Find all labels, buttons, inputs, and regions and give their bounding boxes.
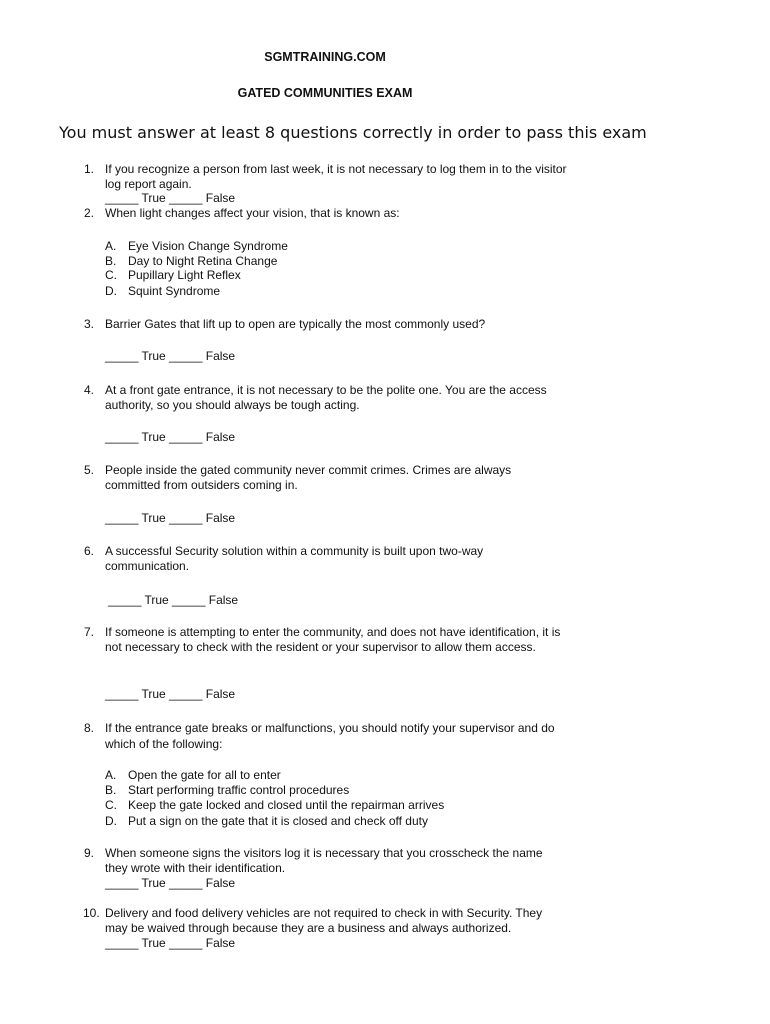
question-number: 5.: [83, 463, 94, 477]
option-letter: C.: [105, 798, 117, 812]
question-number: 3.: [83, 317, 94, 331]
question-text: which of the following:: [105, 737, 223, 751]
true-false-answer[interactable]: _____ True _____ False: [105, 687, 236, 701]
true-false-answer[interactable]: _____ True _____ False: [105, 349, 236, 363]
option-text: Put a sign on the gate that it is closed and check off duty: [128, 814, 428, 828]
true-false-answer[interactable]: _____ True _____ False: [105, 430, 236, 444]
question-text: they wrote with their identification.: [105, 861, 286, 875]
site-name: SGMTRAINING.COM: [264, 50, 386, 64]
true-false-answer[interactable]: _____ True _____ False: [105, 191, 236, 205]
question-number: 8.: [83, 721, 94, 735]
question-number: 10.: [83, 906, 100, 920]
option-letter: D.: [105, 284, 117, 298]
question-text: communication.: [105, 559, 190, 573]
question-text: At a front gate entrance, it is not necessary to be the polite one. You are the access: [105, 383, 547, 397]
question-number: 9.: [83, 846, 94, 860]
question-number: 1.: [83, 162, 94, 176]
option-letter: A.: [105, 239, 117, 253]
question-text: Barrier Gates that lift up to open are typically the most commonly used?: [105, 317, 486, 331]
question-text: committed from outsiders coming in.: [105, 478, 298, 492]
question-text: When light changes affect your vision, that is known as:: [105, 206, 400, 220]
question-text: People inside the gated community never commit crimes. Crimes are always: [105, 463, 512, 477]
question-text: If you recognize a person from last week, it is not necessary to log them in to the visitor: [105, 162, 567, 176]
question-number: 7.: [83, 625, 94, 639]
question-text: When someone signs the visitors log it is necessary that you crosscheck the name: [105, 846, 543, 860]
option-letter: B.: [105, 254, 117, 268]
question-text: A successful Security solution within a community is built upon two-way: [105, 544, 484, 558]
question-text: authority, so you should always be tough acting.: [105, 398, 360, 412]
question-text: If someone is attempting to enter the community, and does not have identification, it is: [105, 625, 561, 639]
question-text: log report again.: [105, 177, 192, 191]
exam-title: GATED COMMUNITIES EXAM: [237, 86, 413, 100]
question-text: may be waived through because they are a business and always authorized.: [105, 921, 512, 935]
option-text: Pupillary Light Reflex: [128, 268, 241, 282]
option-letter: B.: [105, 783, 117, 797]
option-letter: C.: [105, 268, 117, 282]
true-false-answer[interactable]: _____ True _____ False: [105, 936, 236, 950]
true-false-answer[interactable]: _____ True _____ False: [108, 593, 239, 607]
option-text: Day to Night Retina Change: [128, 254, 278, 268]
option-text: Eye Vision Change Syndrome: [128, 239, 288, 253]
question-number: 2.: [83, 206, 94, 220]
true-false-answer[interactable]: _____ True _____ False: [105, 511, 236, 525]
true-false-answer[interactable]: _____ True _____ False: [105, 876, 236, 890]
question-text: Delivery and food delivery vehicles are not required to check in with Security. They: [105, 906, 543, 920]
option-letter: D.: [105, 814, 117, 828]
option-text: Start performing traffic control procedures: [128, 783, 350, 797]
question-number: 6.: [83, 544, 94, 558]
option-text: Squint Syndrome: [128, 284, 221, 298]
question-number: 4.: [83, 383, 94, 397]
option-text: Keep the gate locked and closed until the repairman arrives: [128, 798, 445, 812]
question-text: If the entrance gate breaks or malfunctions, you should notify your supervisor and do: [105, 721, 555, 735]
option-text: Open the gate for all to enter: [128, 768, 281, 782]
option-letter: A.: [105, 768, 117, 782]
exam-instructions: You must answer at least 8 questions correctly in order to pass this exam: [59, 123, 647, 142]
question-text: not necessary to check with the resident or your supervisor to allow them access.: [105, 640, 536, 654]
